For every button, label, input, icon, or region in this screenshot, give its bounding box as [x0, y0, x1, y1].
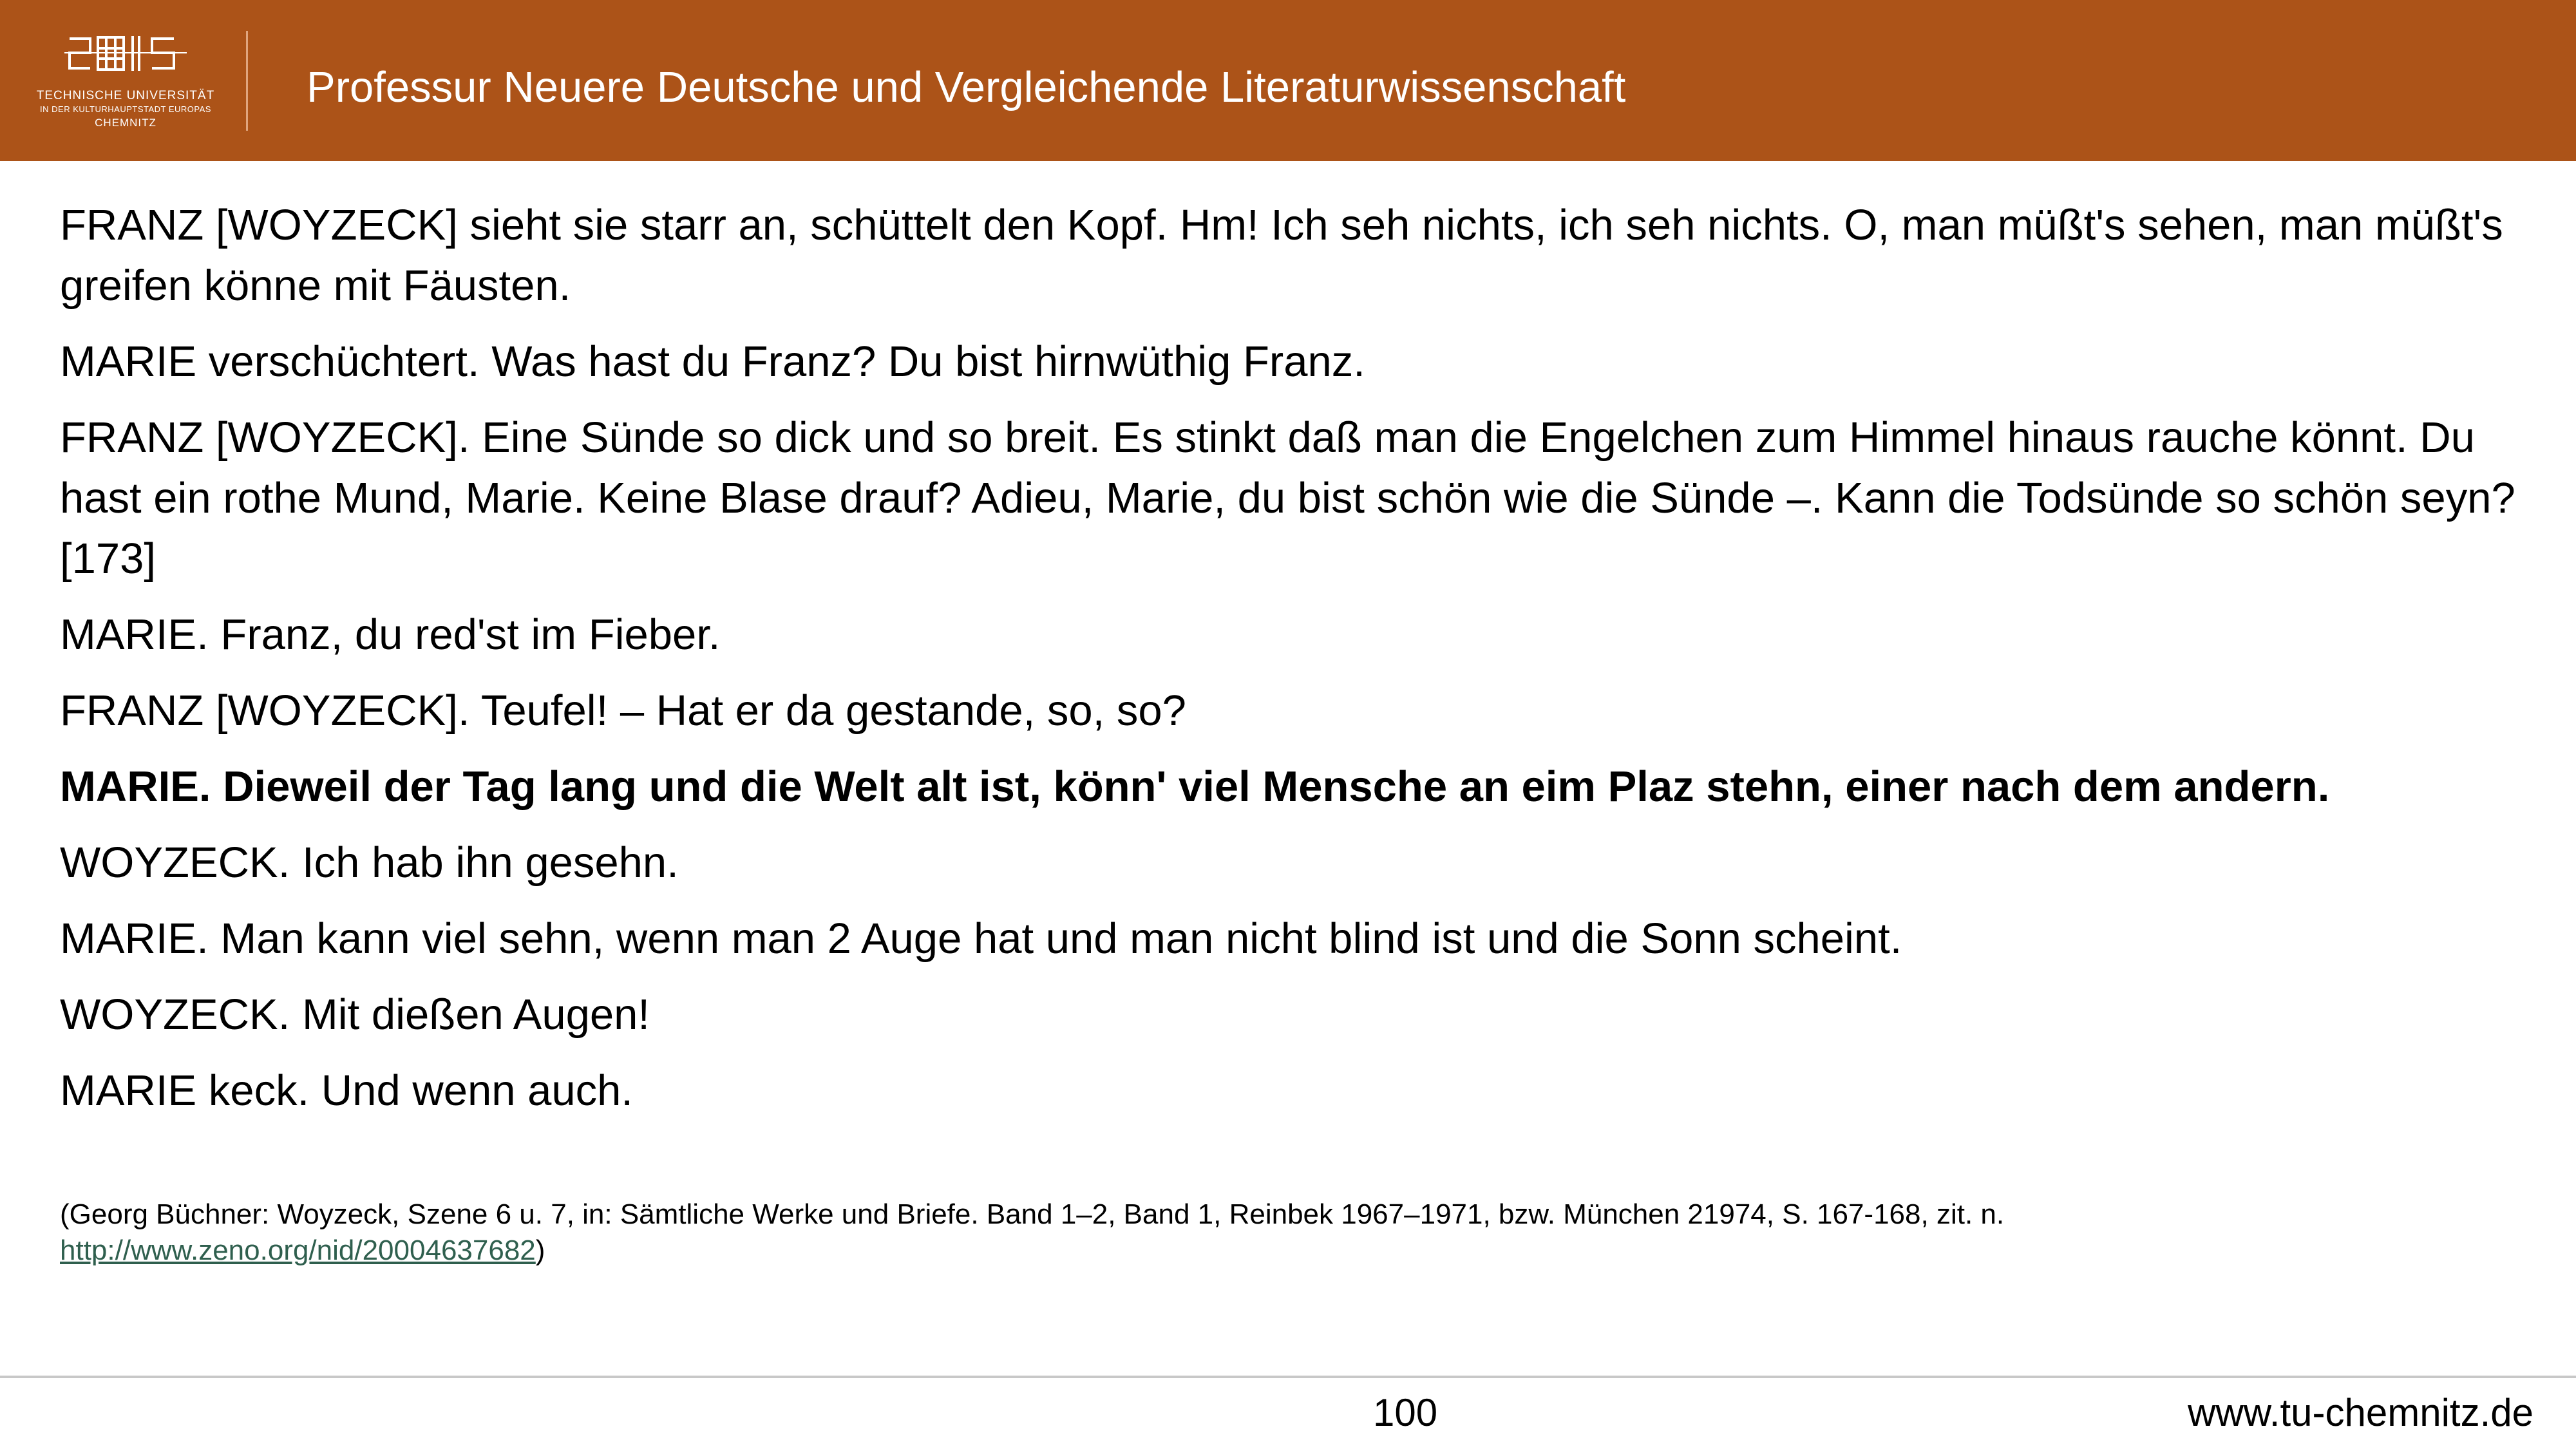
citation-text: (Georg Büchner: Woyzeck, Szene 6 u. 7, in: Sämtliche Werke und Briefe. Band 1–2, Band 1, Reinbek 1967–1971, bzw. München 21974, S. 167-168, zit. n.: [60, 1198, 2005, 1230]
paragraph-marie-2: MARIE. Franz, du red'st im Fieber.: [60, 611, 721, 659]
citation-close: ): [535, 1235, 545, 1266]
tu-chemnitz-logo-icon: [64, 31, 187, 76]
paragraph-marie-5: MARIE keck. Und wenn auch.: [60, 1066, 634, 1115]
paragraph-franz-1: FRANZ [WOYZECK] sieht sie starr an, schüttelt den Kopf. Hm! Ich seh nichts, ich seh nichts. O, man müßt's sehen, man müßt's greifen könne mit Fäusten.: [60, 201, 2503, 310]
source-citation: [60, 1197, 2507, 1269]
footer-divider: [0, 1376, 2576, 1378]
header-divider: [246, 31, 248, 131]
paragraph-marie-3-highlighted: MARIE. Dieweil der Tag lang und die Welt alt ist, könn' viel Mensche an eim Plaz stehn, einer nach dem andern.: [60, 762, 2330, 811]
header-title: Professur Neuere Deutsche und Vergleichende Literaturwissenschaft: [307, 63, 1626, 111]
paragraph-woyzeck-2: WOYZECK. Mit dießen Augen!: [60, 990, 650, 1039]
paragraph-marie-1: MARIE verschüchtert. Was hast du Franz? Du bist hirnwüthig Franz.: [60, 337, 1365, 386]
logo-line-3: CHEMNITZ: [95, 117, 156, 129]
logo-line-2: IN DER KULTURHAUPTSTADT EUROPAS: [40, 104, 211, 114]
website-link[interactable]: www.tu-chemnitz.de: [2188, 1391, 2533, 1434]
university-logo[interactable]: [35, 31, 216, 140]
slide-content: [60, 195, 2533, 1137]
paragraph-marie-4: MARIE. Man kann viel sehn, wenn man 2 Auge hat und man nicht blind ist und die Sonn scheint.: [60, 914, 1902, 963]
page-number: 100: [1373, 1391, 1438, 1434]
paragraph-woyzeck-1: WOYZECK. Ich hab ihn gesehn.: [60, 838, 679, 887]
paragraph-franz-2: FRANZ [WOYZECK]. Eine Sünde so dick und so breit. Es stinkt daß man die Engelchen zum Himmel hinaus rauche könnt. Du hast ein rothe Mund, Marie. Keine Blase drauf? Adieu, Marie, du bist schön wie die Sünde –. Kann die Todsünde so schön seyn?[173]: [60, 413, 2515, 583]
paragraph-franz-3: FRANZ [WOYZECK]. Teufel! – Hat er da gestande, so, so?: [60, 687, 1186, 735]
header-bar: [0, 0, 2576, 161]
logo-line-1: TECHNISCHE UNIVERSITÄT: [36, 89, 215, 102]
citation-link[interactable]: http://www.zeno.org/nid/20004637682: [60, 1235, 536, 1266]
